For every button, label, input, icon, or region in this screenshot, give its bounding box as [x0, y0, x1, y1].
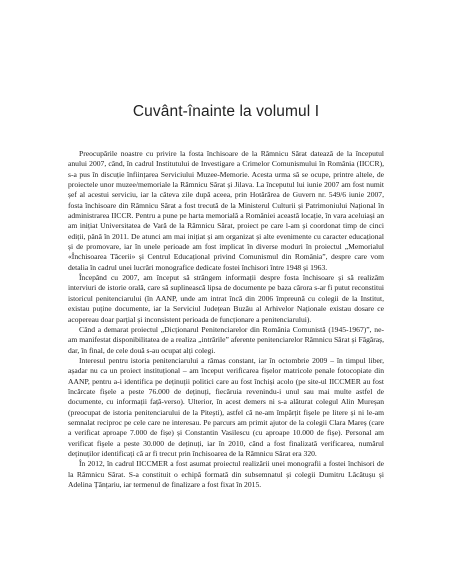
paragraph: Interesul pentru istoria penitenciarului a rămas constant, iar în octombrie 2009 – în timpul liber, așadar nu ca un proiect instituțional – am început verificarea fișelor matricole penale fotocopiate din AANP, pentru a-i identifica pe deținuții politici care au fost închiși acolo (pe site-ul IICCMER au fost încărcate fișele a peste 76.000 de deținuți, fiecăruia revenindu-i unul sau mai multe astfel de documente, cu informații față-verso). Ulterior, în acest demers ni s-a alăturat colegul Alin Mureșan (preocupat de istoria penitenciarului de la Pitești), astfel că ne-am împărțit fișele pe litere și ni le-am semnalat reciproc pe cele care ne interesau. Pe parcurs am primit ajutor de la colegii Clara Mareș (care a verificat aproape 7.000 de fișe) și Constantin Vasilescu (cu aproape 10.000 de fișe). Personal am verificat fișele a peste 30.000 de deținuți, iar în 2010, când a fost finalizată verificarea, numărul deținuților identificați că ar fi trecut prin închisoarea de la Râmnicu Sărat era 320. [68, 355, 384, 458]
paragraph: Preocupările noastre cu privire la fosta închisoare de la Râmnicu Sărat datează de la începutul anului 2007, când, în cadrul Institutului de Investigare a Crimelor Comunismului în România (IICCR), s-a pus în discuție înființarea Serviciului Muzee-Memorie. Acesta urma să se ocupe, printre altele, de proiectele unor muzee/memoriale la Râmnicu Sărat și Jilava. La începutul lui iunie 2007 am fost numit șef al acestui serviciu, iar la câteva zile după aceea, prin Hotărârea de Guvern nr. 549/6 iunie 2007, fosta închisoare din Râmnicu Sărat a fost trecută de la Ministerul Culturii și Patrimoniului Național în administrarea IICCR. Pentru a pune pe harta memorială a României această locație, în vara aceluiași an am inițiat Universitatea de Vară de la Râmnicu Sărat, proiect pe care l-am și coordonat timp de cinci ediții, până în 2011. De atunci am mai inițiat și am organizat și alte evenimente cu caracter educațional și de promovare, iar în unele perioade am fost implicat în diverse moduri în proiectul „Memorialul «Închisoarea Tăcerii» și Centrul Educațional privind Comunismul din România”, despre care vom detalia în cadrul unei lucrări monografice dedicate fostei închisori între 1948 și 1963. [68, 149, 384, 272]
chapter-title: Cuvânt-înainte la volumul I [132, 103, 320, 120]
paragraph: În 2012, în cadrul IICCMER a fost asumat proiectul realizării unei monografii a fostei închisori de la Râmnicu Sărat. S-a constituit o echipă formată din subsemnatul și colegii Dumitru Lăcătușu și Adelina Țânțariu, iar termenul de finalizare a fost fixat în 2015. [68, 459, 384, 489]
paragraph: Începând cu 2007, am început să strângem informații despre fosta închisoare și să realizăm interviuri de istorie orală, care să suplinească lipsa de documente pe baza cărora s-ar fi putut reconstitui istoricul penitenciarului (în AANP, unde am intrat încă din 2006 împreună cu colegii de la Institut, existau puține documente, iar la Serviciul Județean Buzău al Arhivelor Naționale existau dosare ce acopereau doar parțial și inconsistent perioada de funcționare a penitenciarului). [68, 273, 384, 324]
body-text [68, 149, 384, 490]
paragraph: Când a demarat proiectul „Dicționarul Penitenciarelor din România Comunistă (1945-1967)”, ne-am manifestat disponibilitatea de a realiza „intrările” aferente penitenciarelor Râmnicu Sărat și Făgăraș, dar, în final, de cele două s-au ocupat alți colegi. [68, 324, 384, 355]
